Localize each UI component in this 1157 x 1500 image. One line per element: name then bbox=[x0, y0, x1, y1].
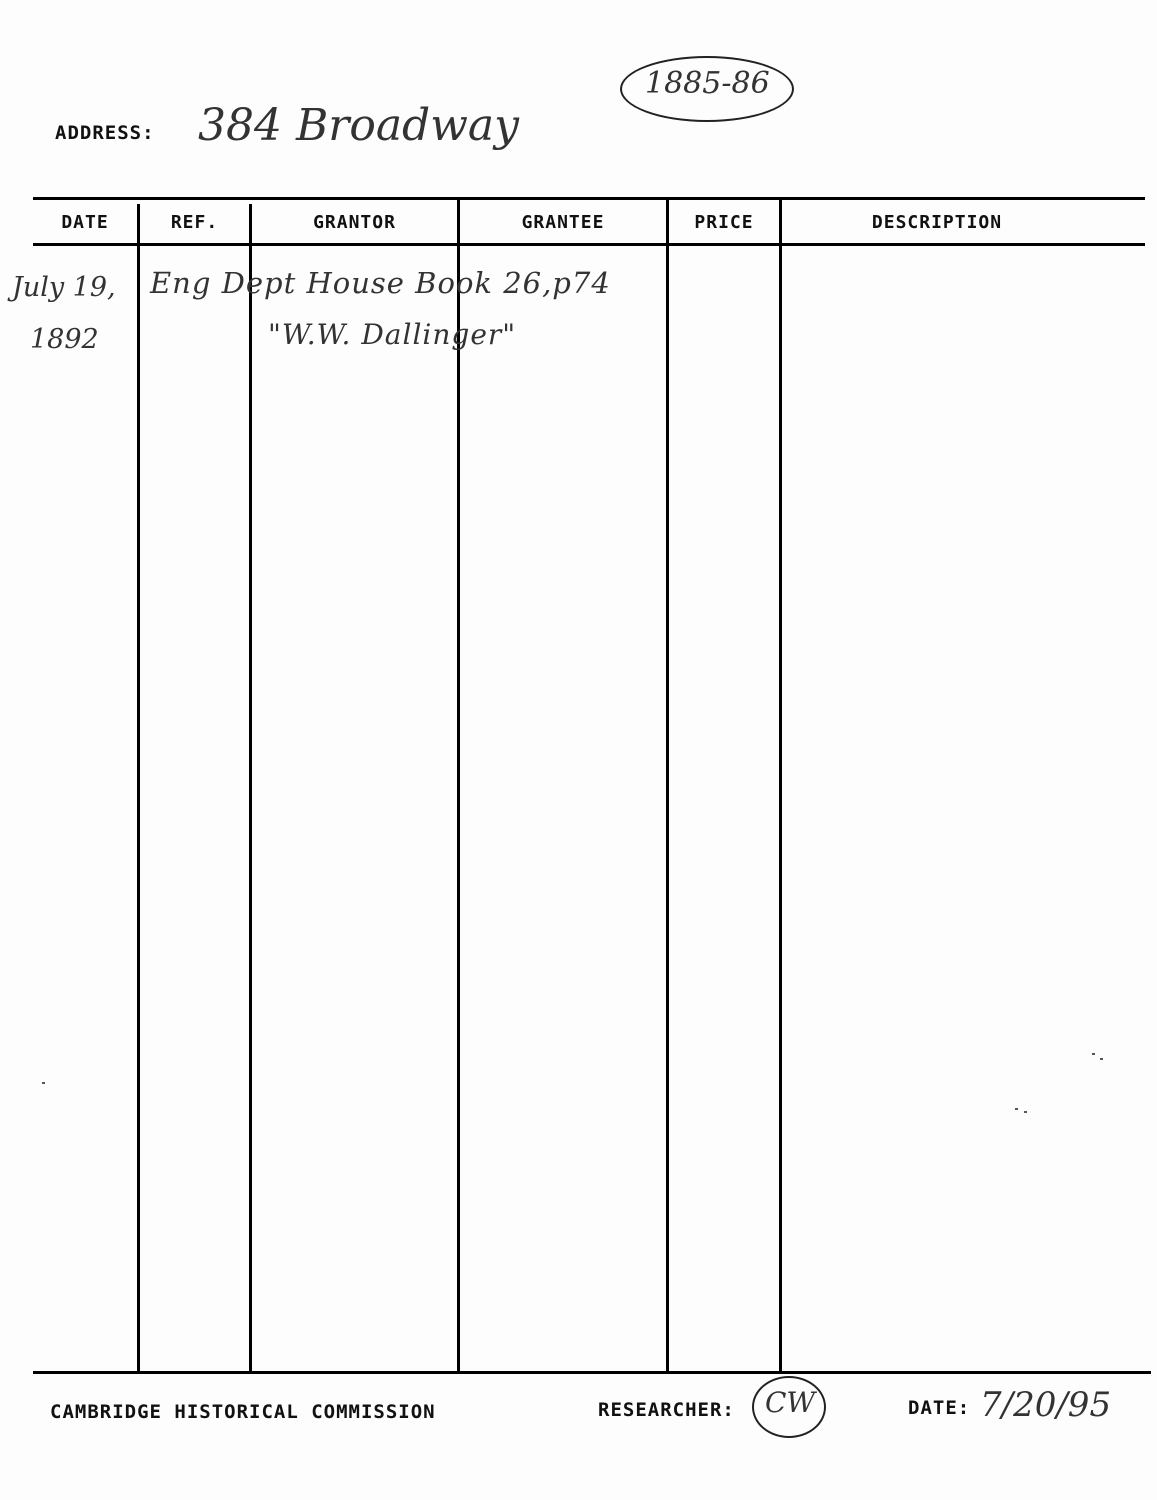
entry-quote: "W.W. Dallinger" bbox=[268, 318, 517, 351]
column-divider bbox=[137, 204, 140, 1371]
column-divider bbox=[666, 197, 669, 1371]
scan-speck bbox=[1015, 1108, 1018, 1110]
scan-speck bbox=[1092, 1053, 1095, 1055]
entry-date-line1: July 19, bbox=[12, 272, 116, 303]
footer-date-value: 7/20/95 bbox=[980, 1385, 1112, 1425]
column-header-price: PRICE bbox=[694, 212, 754, 233]
column-header-grantee: GRANTEE bbox=[521, 212, 605, 233]
scan-speck bbox=[1100, 1058, 1103, 1060]
column-divider bbox=[779, 197, 782, 1371]
address-value: 384 Broadway bbox=[198, 100, 519, 151]
researcher-initials: CW bbox=[765, 1386, 816, 1419]
date-range: 1885-86 bbox=[645, 66, 770, 101]
table-bottom-line bbox=[33, 1371, 1151, 1374]
column-divider bbox=[457, 197, 460, 1371]
address-label: ADDRESS: bbox=[55, 122, 155, 144]
entry-ref-text: Eng Dept House Book 26,p74 bbox=[150, 266, 611, 300]
column-header-ref: REF. bbox=[170, 212, 219, 233]
column-header-description: DESCRIPTION bbox=[871, 212, 1003, 233]
header-bottom-line bbox=[33, 243, 1145, 246]
column-header-date: DATE bbox=[61, 212, 109, 233]
column-divider bbox=[249, 204, 252, 1371]
column-header-grantor: GRANTOR bbox=[313, 212, 396, 233]
scan-speck bbox=[42, 1082, 45, 1084]
table-top-line bbox=[33, 197, 1145, 200]
entry-date-line2: 1892 bbox=[30, 324, 99, 355]
date-label: DATE: bbox=[908, 1397, 971, 1419]
scan-speck bbox=[1024, 1111, 1027, 1113]
researcher-label: RESEARCHER: bbox=[598, 1399, 735, 1421]
organization-name: CAMBRIDGE HISTORICAL COMMISSION bbox=[50, 1401, 436, 1423]
